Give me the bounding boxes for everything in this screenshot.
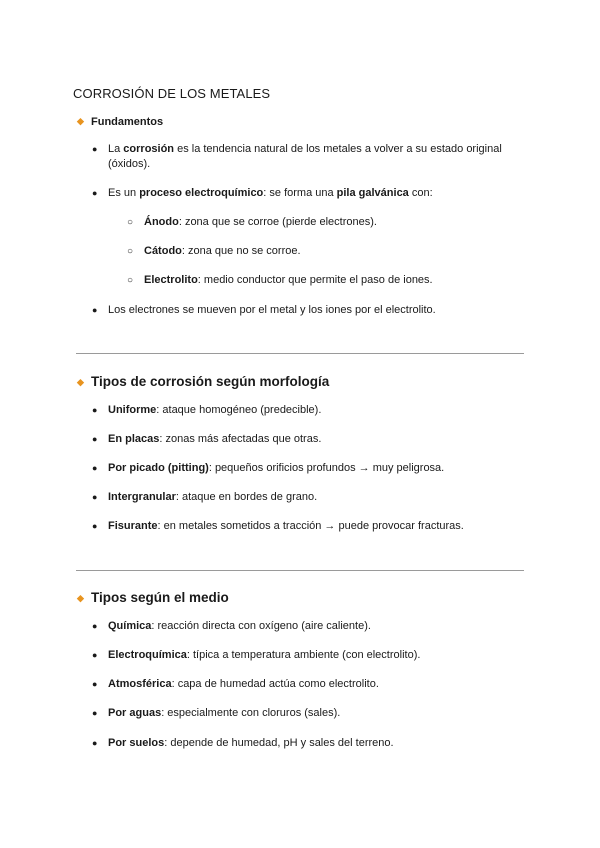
list-item: ● Uniforme: ataque homogéneo (predecible). xyxy=(92,404,322,416)
diamond-bullet-icon: ◆ xyxy=(77,116,84,126)
list-item: ● Por aguas: especialmente con cloruros (sales). xyxy=(92,707,341,719)
bullet-icon: ● xyxy=(92,305,98,315)
bullet-icon: ● xyxy=(92,434,98,444)
section-divider xyxy=(76,353,524,354)
list-item: ● La corrosión es la tendencia natural de los metales a volver a su estado original (óxidos). xyxy=(92,143,502,170)
sub-list-item: ○ Electrolito: medio conductor que permite el paso de iones. xyxy=(127,274,433,286)
section-heading-fundamentos: ◆ Fundamentos xyxy=(77,116,164,128)
bullet-icon: ● xyxy=(92,144,98,154)
circle-bullet-icon: ○ xyxy=(127,275,134,286)
bullet-icon: ● xyxy=(92,621,98,631)
section-divider xyxy=(76,570,524,571)
bullet-icon: ● xyxy=(92,521,98,531)
diamond-bullet-icon: ◆ xyxy=(77,593,84,603)
circle-bullet-icon: ○ xyxy=(127,246,134,257)
document-title: CORROSIÓN DE LOS METALES xyxy=(73,86,271,101)
list-item: ● Intergranular: ataque en bordes de grano. xyxy=(92,491,318,503)
diamond-bullet-icon: ◆ xyxy=(77,377,84,387)
bullet-icon: ● xyxy=(92,405,98,415)
bullet-icon: ● xyxy=(92,463,98,473)
section-heading-morfologia: ◆ Tipos de corrosión según morfología xyxy=(77,374,330,389)
bullet-icon: ● xyxy=(92,188,98,198)
sub-list-item: ○ Ánodo: zona que se corroe (pierde electrones). xyxy=(127,216,377,228)
sub-list-item: ○ Cátodo: zona que no se corroe. xyxy=(127,245,301,257)
bullet-icon: ● xyxy=(92,650,98,660)
list-item: ● Los electrones se mueven por el metal y los iones por el electrolito. xyxy=(92,304,436,316)
bullet-icon: ● xyxy=(92,492,98,502)
circle-bullet-icon: ○ xyxy=(127,217,134,228)
list-item: ● Fisurante: en metales sometidos a tracción → puede provocar fracturas. xyxy=(92,520,464,532)
section-heading-medio: ◆ Tipos según el medio xyxy=(77,590,229,605)
list-item: ● Por picado (pitting): pequeños orificios profundos → muy peligrosa. xyxy=(92,462,445,474)
bullet-icon: ● xyxy=(92,679,98,689)
list-item: ● Es un proceso electroquímico: se forma una pila galvánica con: xyxy=(92,187,433,199)
list-item: ● Electroquímica: típica a temperatura ambiente (con electrolito). xyxy=(92,649,421,661)
list-item: ● Atmosférica: capa de humedad actúa como electrolito. xyxy=(92,678,379,690)
bullet-icon: ● xyxy=(92,738,98,748)
list-item: ● Por suelos: depende de humedad, pH y sales del terreno. xyxy=(92,737,394,749)
list-item: ● Química: reacción directa con oxígeno (aire caliente). xyxy=(92,620,371,632)
list-item: ● En placas: zonas más afectadas que otras. xyxy=(92,433,322,445)
bullet-icon: ● xyxy=(92,708,98,718)
